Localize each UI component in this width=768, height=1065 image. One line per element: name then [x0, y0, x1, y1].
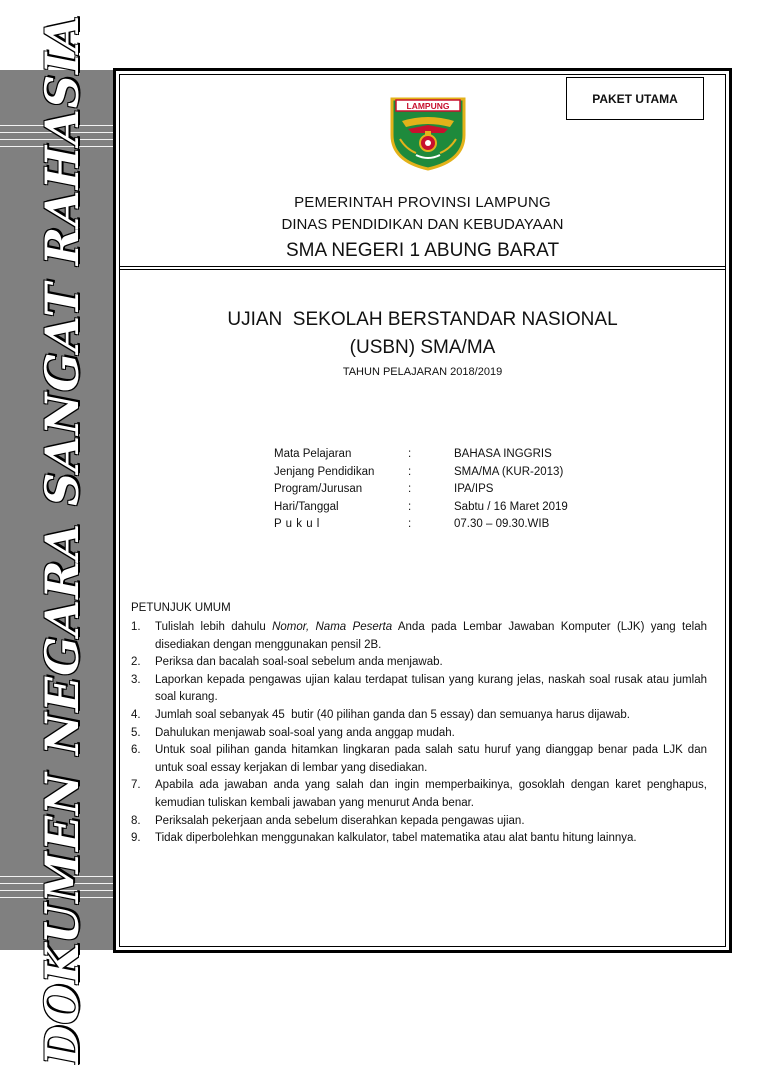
info-label: Program/Jurusan	[274, 483, 363, 495]
info-row	[274, 518, 694, 536]
item-text-italic: Nomor, Nama Peserta	[272, 621, 393, 633]
info-colon: :	[408, 483, 412, 495]
item-number: 8.	[131, 814, 141, 827]
info-label: Hari/Tanggal	[274, 500, 339, 513]
info-row	[274, 448, 694, 466]
item-text: Laporkan kepada pengawas ujian kalau terdapat tulisan yang kurang jelas, naskah soal rusak atau jumlah soal kurang.	[155, 673, 707, 704]
school-name: SMA NEGERI 1 ABUNG BARAT	[285, 240, 560, 261]
info-row	[274, 483, 694, 501]
item-text: Tulislah lebih dahulu	[155, 621, 273, 633]
item-number: 6.	[131, 744, 141, 757]
item-text: Periksalah pekerjaan anda sebelum diserahkan kepada pengawas ujian.	[155, 814, 525, 827]
item-number: 9.	[131, 832, 141, 845]
info-value: Sabtu / 16 Maret 2019	[454, 500, 568, 513]
list-item	[131, 707, 707, 725]
side-band-text: DOKUMEN NEGARA SANGAT RAHASIA	[35, 14, 89, 1065]
side-band	[0, 14, 116, 1065]
item-number: 2.	[131, 656, 141, 669]
exam-title-line2: (USBN) SMA/MA	[349, 337, 496, 358]
item-number: 1.	[131, 621, 141, 633]
item-text: Dahulukan menjawab soal-soal yang anda anggap mudah.	[155, 726, 455, 739]
info-colon: :	[408, 518, 412, 530]
item-number: 3.	[131, 673, 141, 686]
info-row	[274, 466, 694, 484]
department-name: DINAS PENDIDIKAN DAN KEBUDAYAAN	[281, 216, 564, 233]
info-label: P u k u l	[274, 518, 320, 530]
item-text: Periksa dan bacalah soal-soal sebelum anda menjawab.	[155, 656, 443, 669]
info-colon: :	[408, 448, 412, 460]
academic-year: TAHUN PELAJARAN 2018/2019	[342, 366, 503, 378]
header-divider	[119, 269, 726, 270]
info-label: Mata Pelajaran	[274, 448, 352, 460]
list-item	[131, 654, 707, 672]
package-box: PAKET UTAMA	[566, 77, 704, 120]
info-value: IPA/IPS	[454, 483, 494, 495]
item-text: Untuk soal pilihan ganda hitamkan lingkaran pada salah satu huruf yang dianggap benar pada LJK dan untuk soal essay kerjakan di lembar yang disediakan.	[155, 744, 707, 774]
item-number: 5.	[131, 726, 141, 739]
info-value: 07.30 – 09.30.WIB	[454, 518, 550, 530]
list-item	[131, 777, 707, 812]
header-divider	[119, 266, 726, 267]
info-colon: :	[408, 500, 412, 513]
info-label: Jenjang Pendidikan	[274, 465, 375, 478]
item-text: Tidak diperbolehkan menggunakan kalkulator, tabel matematika atau alat bantu hitung lainnya.	[155, 832, 637, 845]
info-colon: :	[408, 465, 412, 478]
item-text: Apabila ada jawaban anda yang salah dan ingin memperbaikinya, gosoklah dengan karet penghapus, kemudian tuliskan kembali jawaban yang menurut Anda benar.	[155, 779, 707, 809]
info-row	[274, 501, 694, 519]
item-number: 4.	[131, 708, 141, 721]
item-text: Jumlah soal sebanyak 45 butir (40 pilihan ganda dan 5 essay) dan semuanya harus dijawab.	[155, 708, 630, 721]
government-name: PEMERINTAH PROVINSI LAMPUNG	[294, 194, 551, 211]
instructions-title: PETUNJUK UMUM	[131, 602, 231, 614]
list-item	[131, 830, 707, 848]
lampung-emblem-icon	[388, 95, 468, 171]
item-number: 7.	[131, 779, 141, 792]
instructions-list	[131, 619, 707, 848]
list-item	[131, 742, 707, 777]
item-text: Anda pada Lembar Jawaban Komputer (LJK) yang telah disediakan dengan menggunakan pensil 2B.	[155, 621, 707, 651]
list-item	[131, 725, 707, 743]
list-item	[131, 619, 707, 654]
list-item	[131, 813, 707, 831]
exam-title-line1: UJIAN SEKOLAH BERSTANDAR NASIONAL	[227, 309, 618, 330]
logo-banner-text: LAMPUNG	[406, 101, 450, 111]
list-item	[131, 672, 707, 707]
info-value: SMA/MA (KUR-2013)	[454, 465, 564, 478]
info-value: BAHASA INGGRIS	[454, 448, 552, 460]
